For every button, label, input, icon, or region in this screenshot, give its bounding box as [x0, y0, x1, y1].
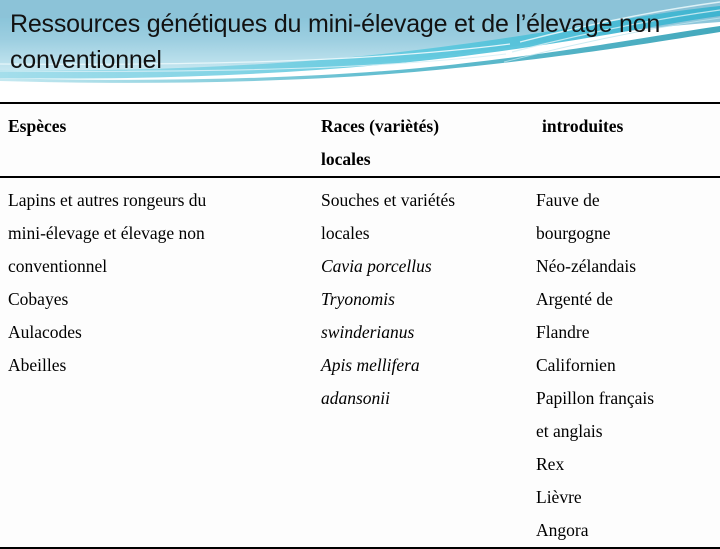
introduites-line-9: Lièvre [536, 487, 582, 507]
especes-line-1: mini-élevage et élevage non [8, 223, 205, 243]
especes-line-0: Lapins et autres rongeurs du [8, 190, 207, 210]
races-line-3: Tryonomis [321, 289, 395, 309]
header-label-introduites: introduites [542, 116, 624, 136]
body-cell-introduites [528, 177, 720, 548]
races-line-1: locales [321, 223, 370, 243]
header-label-especes: Espèces [8, 116, 67, 136]
especes-line-2: conventionnel [8, 256, 108, 276]
introduites-line-5: Californien [536, 355, 616, 375]
genetic-resources-table [0, 102, 720, 549]
races-line-2: Cavia porcellus [321, 256, 432, 276]
header-label-races: Races (variètés) [321, 116, 440, 136]
introduites-line-10: Angora [536, 520, 589, 540]
body-cell-races-locales [313, 177, 528, 548]
introduites-line-6: Papillon français [536, 388, 655, 408]
races-line-0: Souches et variétés [321, 190, 456, 210]
header-cell-races-locales [313, 103, 528, 177]
introduites-line-7: et anglais [536, 421, 603, 441]
introduites-line-2: Néo-zélandais [536, 256, 637, 276]
races-locales-list [313, 178, 528, 415]
especes-line-3: Cobayes [8, 289, 69, 309]
header-label-locales: locales [321, 149, 371, 169]
races-line-5: Apis mellifera [321, 355, 420, 375]
especes-line-4: Aulacodes [8, 322, 82, 342]
races-line-4: swinderianus [321, 322, 415, 342]
especes-line-5: Abeilles [8, 355, 67, 375]
introduites-line-1: bourgogne [536, 223, 611, 243]
introduites-line-4: Flandre [536, 322, 590, 342]
content-table-container [0, 102, 720, 540]
header-cell-introduites [528, 103, 720, 177]
page-title: Ressources génétiques du mini-élevage et de l’élevage non conventionnel [10, 10, 661, 74]
introduites-line-3: Argenté de [536, 289, 613, 309]
table-header-row [0, 103, 720, 177]
introduites-line-0: Fauve de [536, 190, 600, 210]
races-line-6: adansonii [321, 388, 391, 408]
body-cell-especes [0, 177, 313, 548]
introduites-line-8: Rex [536, 454, 565, 474]
especes-list [0, 178, 313, 382]
header-cell-especes [0, 103, 313, 177]
introduites-list [528, 178, 720, 547]
table-body-row [0, 177, 720, 548]
